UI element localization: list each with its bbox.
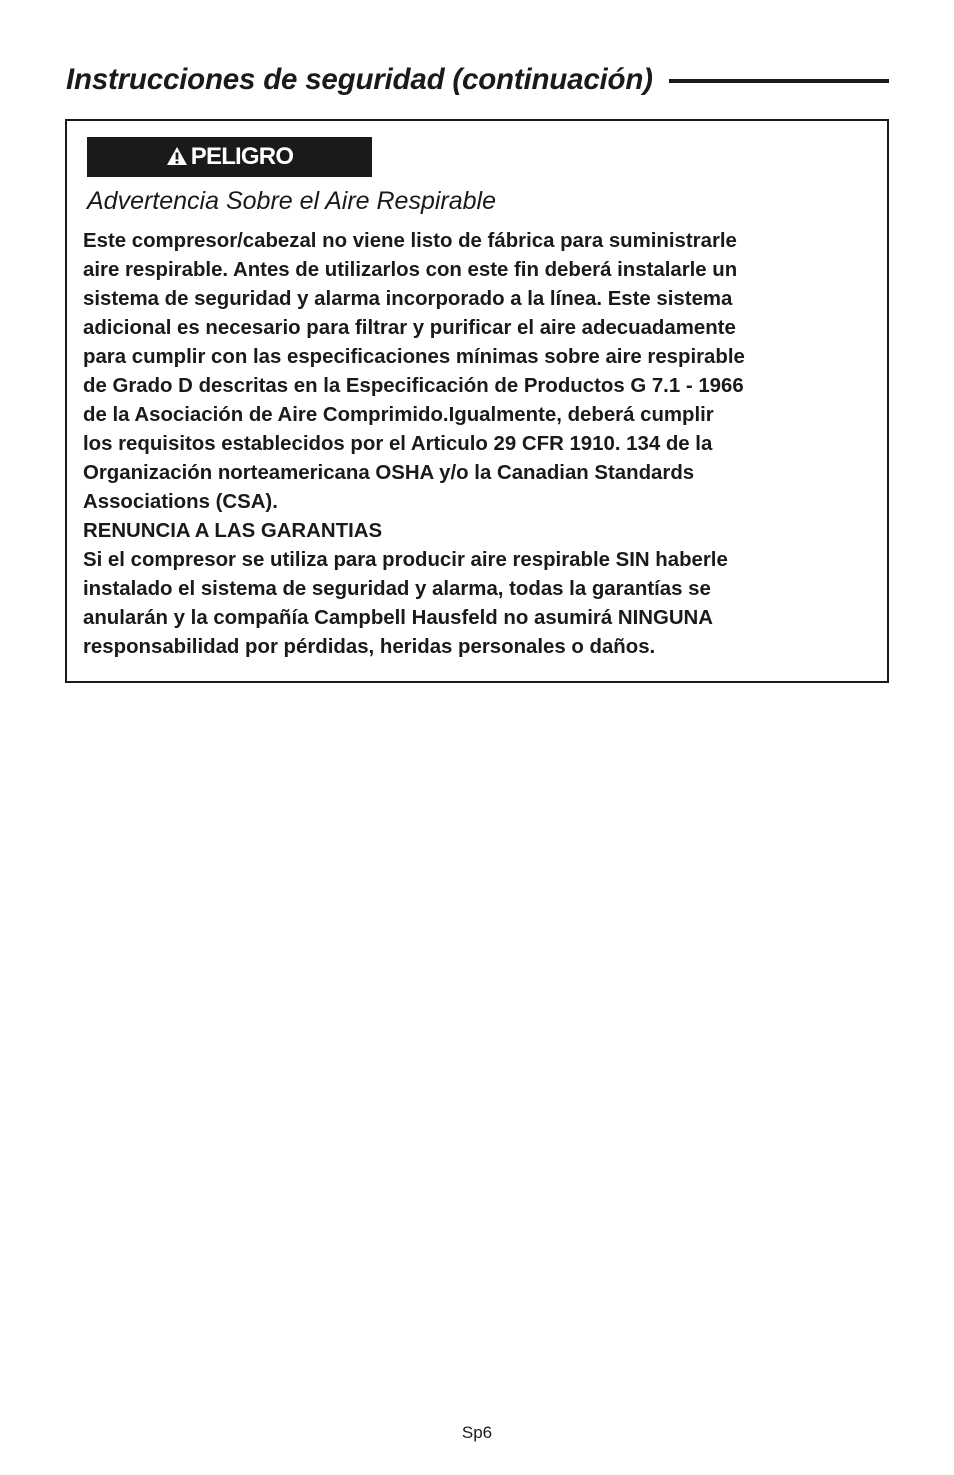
page-header (66, 58, 889, 102)
body-line: Este compresor/cabezal no viene listo de fábrica para suministrarle (83, 230, 737, 252)
body-line: de Grado D descritas en la Especificación de Productos G 7.1 - 1966 (83, 375, 744, 397)
badge-label: PELIGRO (190, 143, 294, 170)
body-line: sistema de seguridad y alarma incorporado a la línea. Este sistema (83, 288, 733, 310)
body-line: anularán y la compañía Campbell Hausfeld no asumirá NINGUNA (83, 607, 713, 629)
body-line: Associations (CSA). (83, 491, 278, 513)
danger-badge (87, 137, 372, 177)
page-title: Instrucciones de seguridad (continuación) (66, 63, 653, 96)
body-line: adicional es necesario para filtrar y purificar el aire adecuadamente (83, 317, 736, 339)
warning-subtitle: Advertencia Sobre el Aire Respirable (87, 187, 497, 215)
body-line: para cumplir con las especificaciones mínimas sobre aire respirable (83, 346, 745, 368)
body-line: Organización norteamericana OSHA y/o la Canadian Standards (83, 462, 695, 484)
warning-body (83, 227, 883, 662)
warning-triangle-icon (166, 146, 188, 166)
page-number: Sp6 (461, 1423, 493, 1442)
body-line: de la Asociación de Aire Comprimido.Igualmente, deberá cumplir (83, 404, 714, 426)
body-line: aire respirable. Antes de utilizarlos con este fin deberá instalarle un (83, 259, 738, 281)
body-line: los requisitos establecidos por el Articulo 29 CFR 1910. 134 de la (83, 433, 713, 455)
body-line: Si el compresor se utiliza para producir aire respirable SIN haberle (83, 549, 728, 571)
body-line: responsabilidad por pérdidas, heridas personales o daños. (83, 636, 656, 658)
body-line: instalado el sistema de seguridad y alarma, todas la garantías se (83, 578, 711, 600)
danger-warning-box (65, 119, 889, 683)
title-rule (669, 79, 889, 83)
disclaimer-heading: RENUNCIA A LAS GARANTIAS (83, 520, 383, 542)
